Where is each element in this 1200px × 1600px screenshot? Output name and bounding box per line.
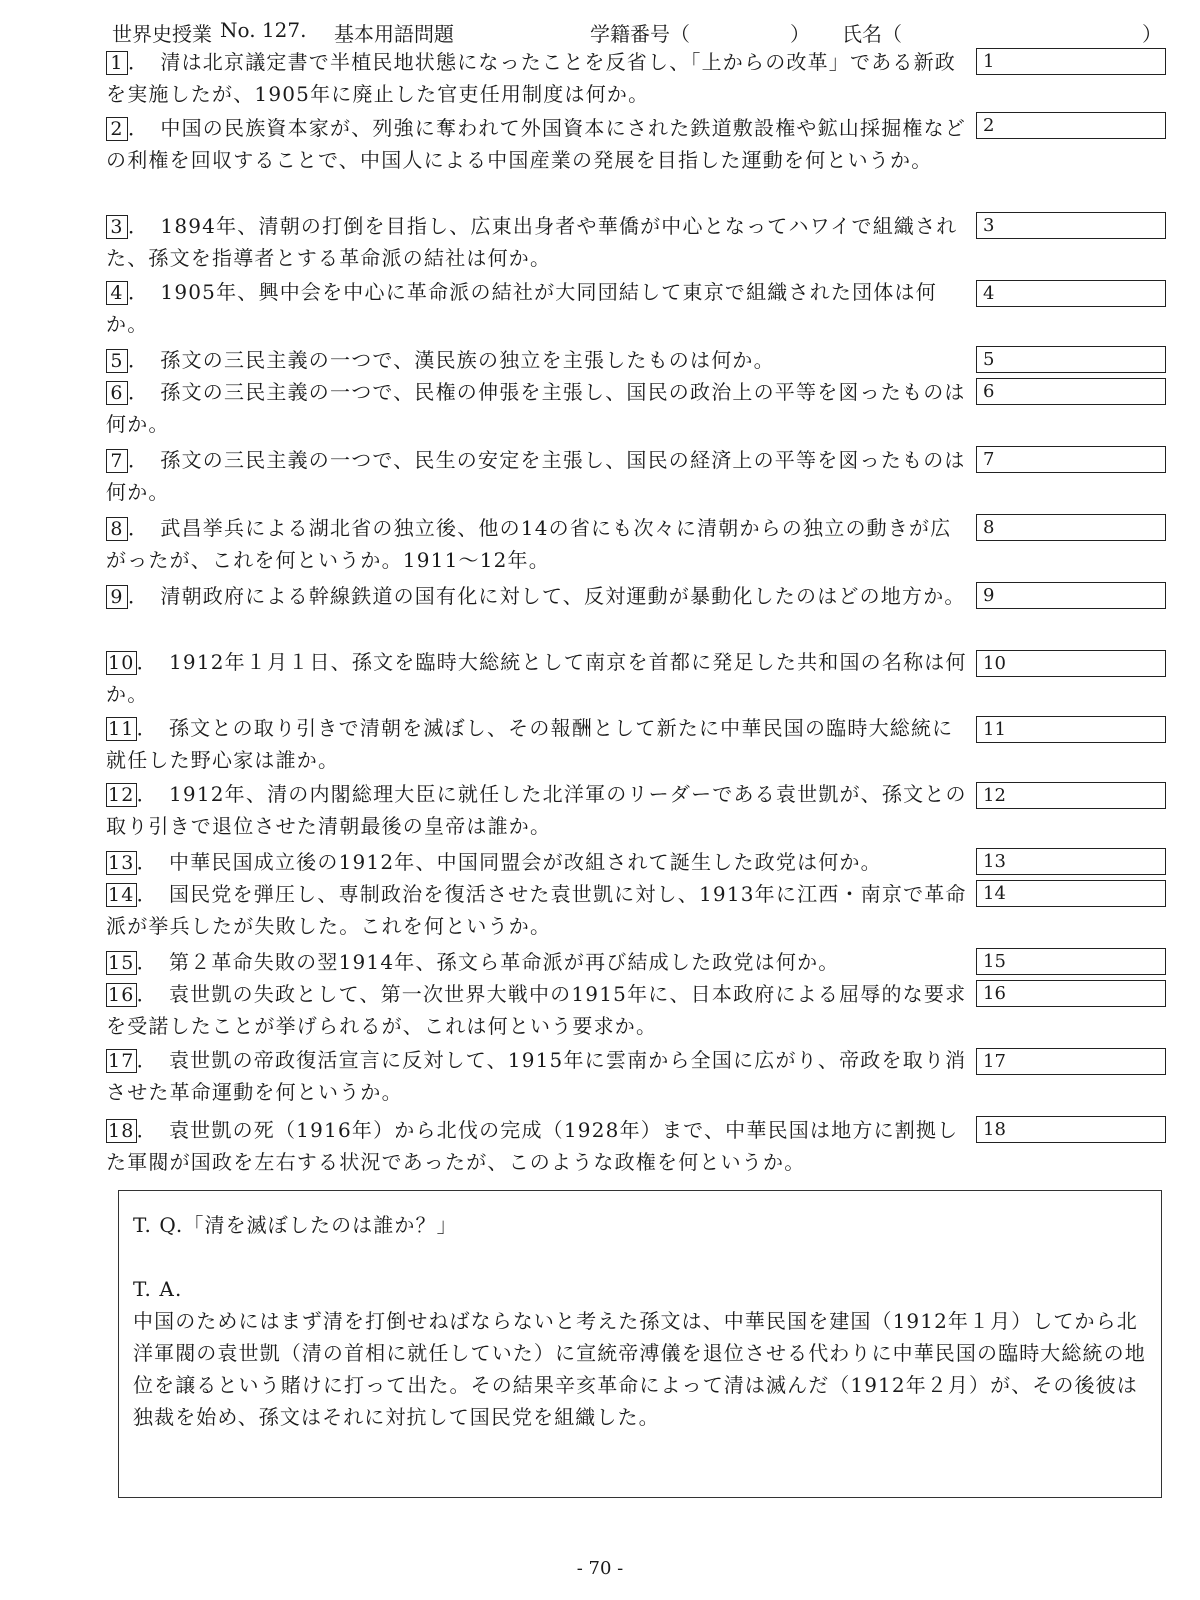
question-item [106,646,972,710]
teacher-answer-label: T. A. [133,1277,183,1301]
question-text: ． 1894年、清朝の打倒を目指し、広東出身者や華僑が中心となってハワイで組織された、孫文を指導者とする革命派の結社は何か。 [106,214,958,270]
question-text: ． 袁世凱の帝政復活宣言に反対して、1915年に雲南から全国に広がり、帝政を取り消させた革命運動を何というか。 [106,1048,967,1104]
question-text: ． 孫文の三民主義の一つで、民生の安定を主張し、国民の経済上の平等を図ったものは何か。 [106,448,966,504]
question-text: ． 清は北京議定書で半植民地状態になったことを反省し、「上からの改革」である新政を実施したが、1905年に廃止した官吏任用制度は何か。 [106,50,956,106]
answer-box[interactable]: 15 [976,948,1166,975]
question-text: ． 中国の民族資本家が、列強に奪われて外国資本にされた鉄道敷設権や鉱山採掘権などの利権を回収することで、中国人による中国産業の発展を目指した運動を何というか。 [106,116,966,172]
question-text: ． 孫文の三民主義の一つで、漢民族の独立を主張したものは何か。 [128,348,775,372]
answer-box[interactable]: 3 [976,212,1166,239]
worksheet-title: 基本用語問題 [334,22,454,46]
question-number: 17 [108,1050,135,1072]
question-item [106,712,972,776]
question-item [106,276,972,340]
question-number: 6 [106,381,128,405]
question-number: 15 [108,952,135,974]
answer-box[interactable]: 2 [976,112,1166,139]
answer-box[interactable]: 11 [976,716,1166,743]
question-number: 1 [106,51,128,75]
question-number: 9 [106,585,128,609]
answer-box[interactable]: 10 [976,650,1166,677]
question-text: ． 中華民国成立後の1912年、中国同盟会が改組されて誕生した政党は何か。 [136,850,882,874]
answer-box[interactable]: 1 [976,48,1166,75]
answer-box[interactable]: 14 [976,880,1166,907]
question-item [106,580,972,612]
worksheet-number: No. 127. [220,18,307,42]
question-text: ． 1912年１月１日、孫文を臨時大総統として南京を首都に発足した共和国の名称は何か。 [106,650,967,706]
teacher-question: T. Q.「清を滅ぼしたのは誰か？」 [133,1213,458,1237]
question-item [106,778,972,842]
page-number: - 70 - [576,1558,624,1579]
question-text: ． 孫文との取り引きで清朝を滅ぼし、その報酬として新たに中華民国の臨時大総統に就任した野心家は誰か。 [106,716,954,772]
question-item [106,878,972,942]
course-label: 世界史授業 [112,22,212,46]
question-text: ． 袁世凱の死（1916年）から北伐の完成（1928年）まで、中華民国は地方に割拠した軍閥が国政を左右する状況であったが、このような政権を何というか。 [106,1118,959,1174]
answer-box[interactable]: 6 [976,378,1166,405]
teacher-answer-text: 中国のためにはまず清を打倒せねばならないと考えた孫文は、中華民国を建国（1912年１月）してから北洋軍閥の袁世凱（清の首相に就任していた）に宣統帝溥儀を退位させる代わりに中華民国の臨時大総統の地位を譲るという賭けに打って出た。その結果辛亥革命によって清は滅んだ（1912年２月）が、その後彼は独裁を始め、孫文はそれに対抗して国民党を組織した。 [133,1309,1146,1429]
question-text: ． 武昌挙兵による湖北省の独立後、他の14の省にも次々に清朝からの独立の動きが広がったが、これを何というか。1911～12年。 [106,516,952,572]
question-item [106,512,972,576]
answer-box[interactable]: 4 [976,280,1166,307]
student-id-field[interactable]: 学籍番号（ ） [590,22,810,46]
question-text: ． 袁世凱の失政として、第一次世界大戦中の1915年に、日本政府による屈辱的な要求を受諾したことが挙げられるが、これは何という要求か。 [106,982,967,1038]
answer-box[interactable]: 12 [976,782,1166,809]
question-item [106,978,972,1042]
answer-box[interactable]: 17 [976,1048,1166,1075]
question-text: ． 1905年、興中会を中心に革命派の結社が大同団結して東京で組織された団体は何か。 [106,280,937,336]
question-item [106,376,972,440]
question-text: ． 1912年、清の内閣総理大臣に就任した北洋軍のリーダーである袁世凱が、孫文との取り引きで退位させた清朝最後の皇帝は誰か。 [106,782,967,838]
question-number: 2 [106,117,128,141]
question-number: 7 [106,449,128,473]
question-item [106,46,972,110]
question-number: 3 [106,215,128,239]
answer-box[interactable]: 8 [976,514,1166,541]
question-item [106,112,972,176]
question-item [106,846,972,878]
question-number: 12 [108,784,135,806]
question-number: 13 [108,852,135,874]
answer-box[interactable]: 7 [976,446,1166,473]
question-number: 10 [108,652,135,674]
answer-box[interactable]: 16 [976,980,1166,1007]
answer-box[interactable]: 9 [976,582,1166,609]
question-number: 18 [108,1120,135,1142]
teacher-question-box [118,1190,1162,1498]
question-number: 11 [108,718,135,740]
question-text: ． 孫文の三民主義の一つで、民権の伸張を主張し、国民の政治上の平等を図ったものは何か。 [106,380,966,436]
answer-box[interactable]: 18 [976,1116,1166,1143]
worksheet-header [112,14,1174,48]
question-item [106,344,972,376]
question-number: 4 [106,281,128,305]
question-item [106,1044,972,1108]
question-item [106,946,972,978]
question-text: ． 国民党を弾圧し、専制政治を復活させた袁世凱に対し、1913年に江西・南京で革命派が挙兵したが失敗した。これを何というか。 [106,882,967,938]
question-number: 16 [108,984,135,1006]
question-item [106,1114,972,1178]
question-number: 8 [106,517,128,541]
question-number: 14 [108,884,135,906]
question-text: ． 清朝政府による幹線鉄道の国有化に対して、反対運動が暴動化したのはどの地方か。 [128,584,966,608]
answer-box[interactable]: 5 [976,346,1166,373]
question-item [106,210,972,274]
question-item [106,444,972,508]
answer-box[interactable]: 13 [976,848,1166,875]
question-number: 5 [106,349,128,373]
student-name-field[interactable]: 氏名（ ） [842,22,1162,46]
question-text: ． 第２革命失敗の翌1914年、孫文ら革命派が再び結成した政党は何か。 [136,950,840,974]
